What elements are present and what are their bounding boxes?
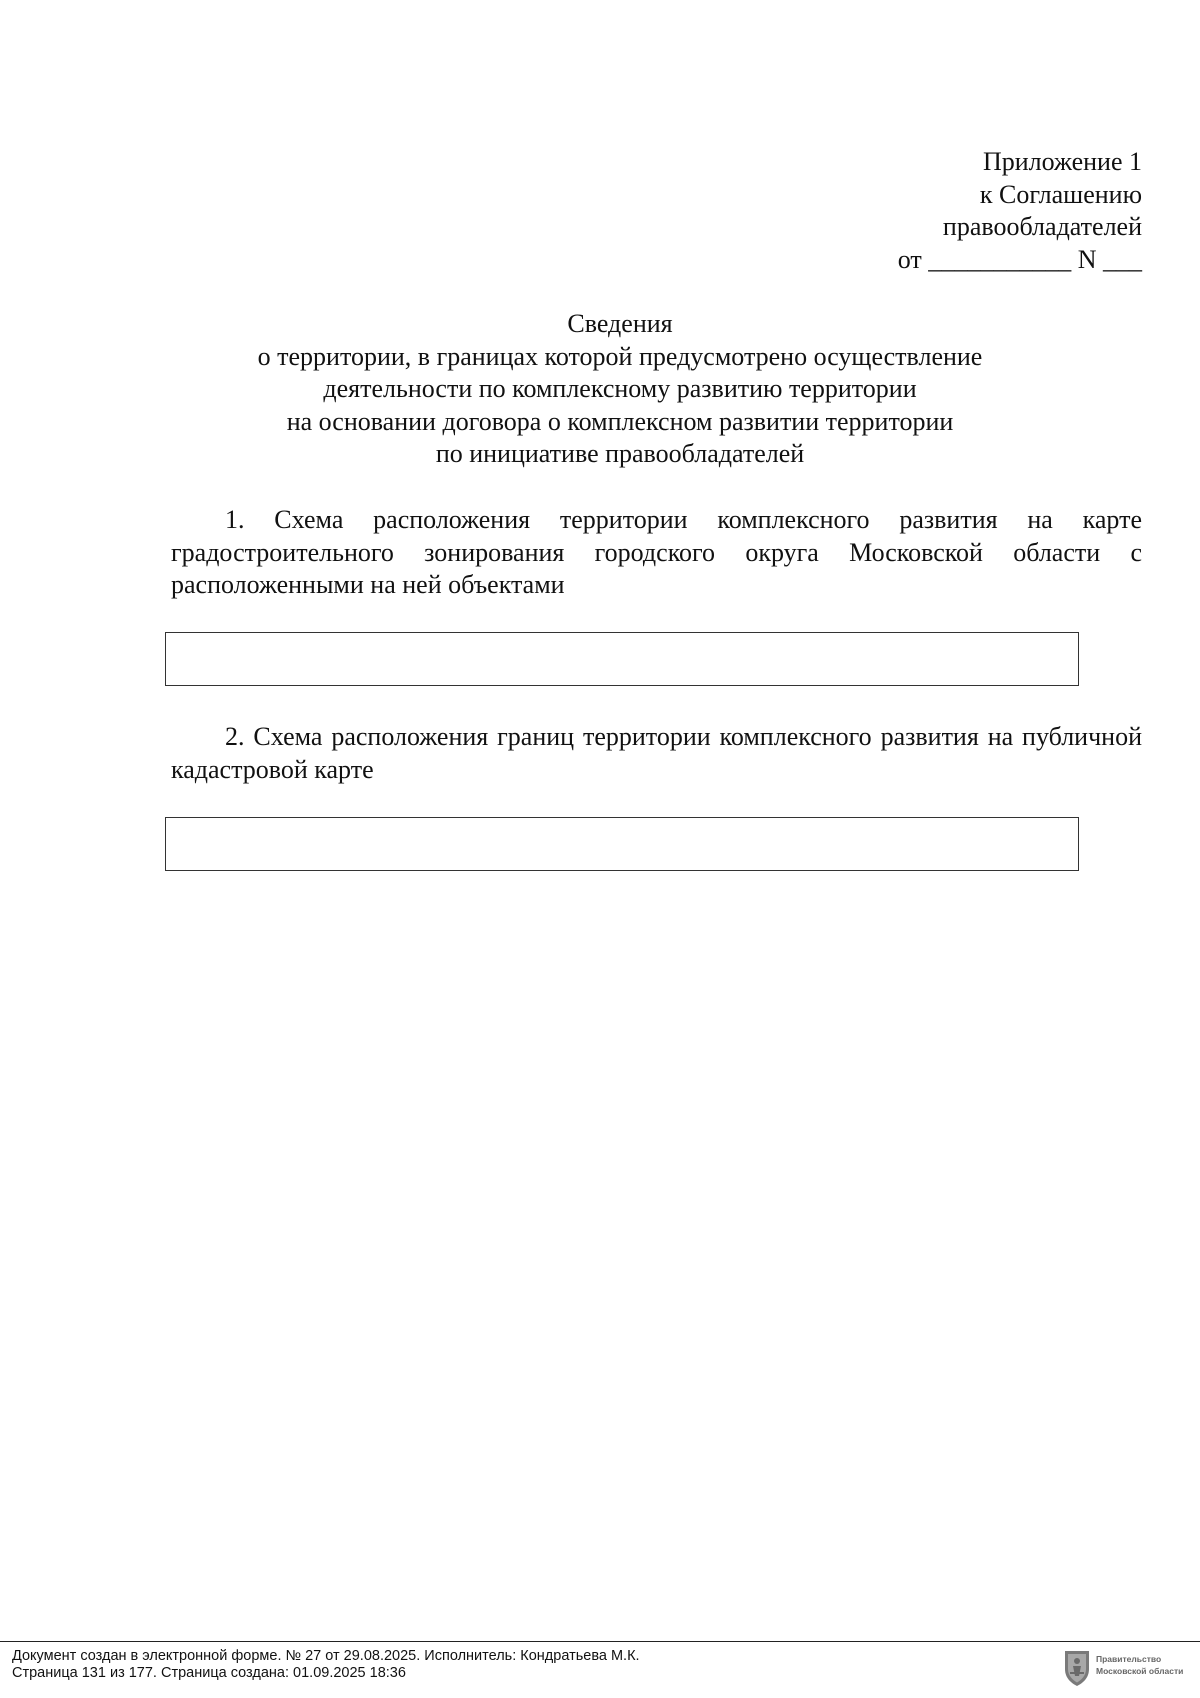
heading-line-1: о территории, в границах которой предусмотрено осуществление [257, 341, 983, 371]
logo-line-1: Правительство [1096, 1654, 1162, 1664]
heading-title: Сведения [567, 309, 673, 338]
logo-line-2: Московской области [1096, 1666, 1184, 1676]
footer-document-info: Документ создан в электронной форме. № 27 от 29.08.2025. Исполнитель: Кондратьева М.К. [12, 1648, 640, 1664]
section-2-text: 2. Схема расположения границ территории комплексного развития на публичной кадастровой карте [171, 722, 1142, 784]
footer-divider [0, 1641, 1200, 1642]
section-1-text: 1. Схема расположения территории комплексного развития на карте градостроительного зонирования городского округа Московской области с расположенными на ней объектами [171, 505, 1142, 599]
document-heading [170, 308, 1070, 471]
heading-line-4: по инициативе правообладателей [435, 439, 805, 468]
appendix-number: Приложение 1 [982, 147, 1142, 176]
appendix-header [722, 146, 1142, 276]
appendix-date-number: от ___________ N ___ [897, 244, 1142, 274]
logo-text [1096, 1653, 1198, 1677]
government-logo [1060, 1644, 1198, 1694]
section-1-map-box [165, 632, 1079, 686]
heading-line-3: на основании договора о комплексном развитии территории [286, 406, 954, 436]
heading-line-2: деятельности по комплексному развитию территории [323, 374, 917, 403]
appendix-holders: правообладателей [942, 212, 1142, 241]
coat-of-arms-icon [1062, 1647, 1092, 1687]
appendix-agreement: к Соглашению [979, 179, 1142, 209]
footer-page-info: Страница 131 из 177. Страница создана: 01.09.2025 18:36 [12, 1664, 406, 1681]
section-2-map-box [165, 817, 1079, 871]
footer [12, 1648, 640, 1681]
